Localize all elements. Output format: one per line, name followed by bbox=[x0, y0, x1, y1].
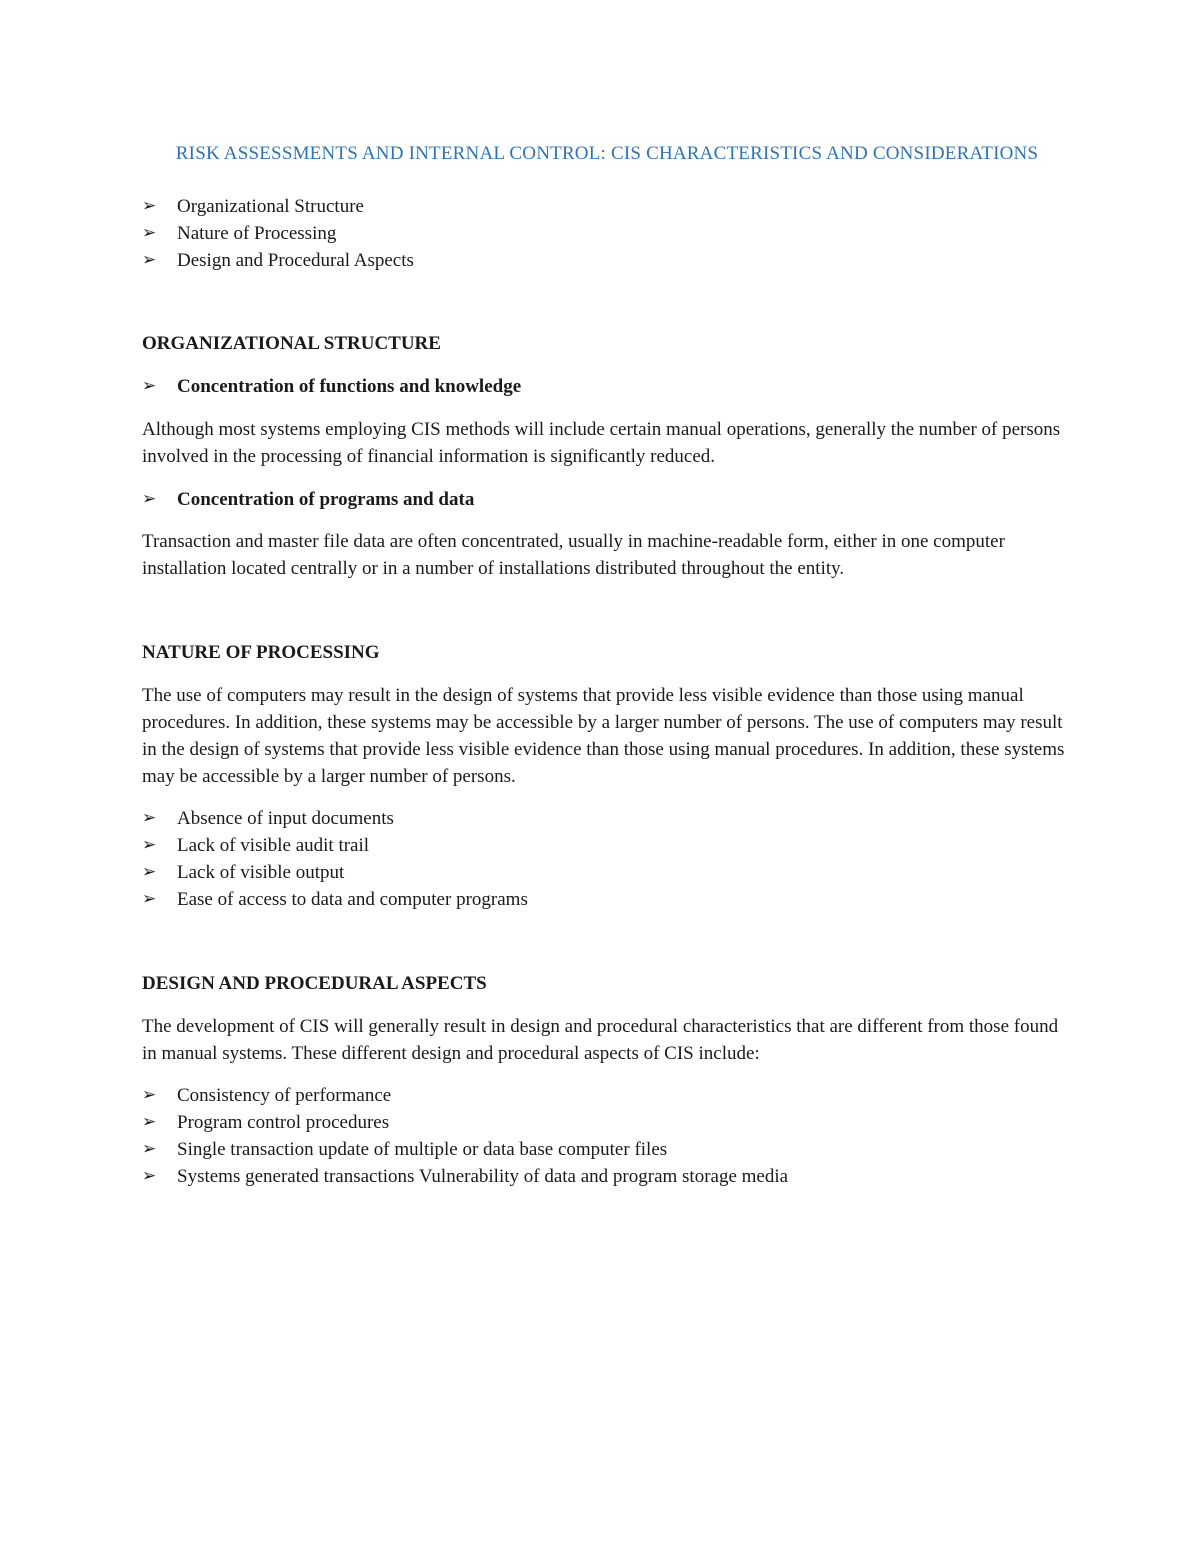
org-sub1 bbox=[142, 373, 1072, 400]
list-item: ➢ Lack of visible output bbox=[142, 859, 1072, 886]
arrow-bullet-icon: ➢ bbox=[142, 889, 157, 909]
arrow-bullet-icon: ➢ bbox=[142, 835, 157, 855]
arrow-bullet-icon: ➢ bbox=[142, 223, 157, 243]
org-paragraph-2: Transaction and master file data are often concentrated, usually in machine-readable form, either in one computer installation located centrally or in a number of installations distributed throughout the entity. bbox=[142, 531, 1005, 579]
list-item: ➢ Systems generated transactions Vulnerability of data and program storage media bbox=[142, 1163, 1072, 1190]
list-item: ➢ Nature of Processing bbox=[142, 220, 1072, 247]
overview-list bbox=[142, 193, 1072, 274]
arrow-bullet-icon: ➢ bbox=[142, 1112, 157, 1132]
section-heading-nature: NATURE OF PROCESSING bbox=[142, 642, 380, 663]
list-item: ➢ Lack of visible audit trail bbox=[142, 832, 1072, 859]
list-item: ➢ Program control procedures bbox=[142, 1109, 1072, 1136]
list-item: ➢ Design and Procedural Aspects bbox=[142, 247, 1072, 274]
arrow-bullet-icon: ➢ bbox=[142, 1166, 157, 1186]
org-paragraph-1: Although most systems employing CIS methods will include certain manual operations, generally the number of persons involved in the processing of financial information is significantly reduced. bbox=[142, 419, 1061, 467]
section-heading-organizational: ORGANIZATIONAL STRUCTURE bbox=[142, 333, 441, 354]
list-item: ➢ Single transaction update of multiple or data base computer files bbox=[142, 1136, 1072, 1163]
nature-paragraph: The use of computers may result in the design of systems that provide less visible evidence than those using manual procedures. In addition, these systems may be accessible by a larger number of persons. The use of computers may result in the design of systems that provide less visible evidence than those using manual procedures. In addition, these systems may be accessible by a larger number of persons. bbox=[142, 685, 1065, 787]
arrow-bullet-icon: ➢ bbox=[142, 376, 157, 396]
design-paragraph: The development of CIS will generally result in design and procedural characteristics that are different from those found in manual systems. These different design and procedural aspects of CIS include: bbox=[142, 1016, 1059, 1064]
design-list bbox=[142, 1082, 1072, 1190]
list-item: ➢ Absence of input documents bbox=[142, 805, 1072, 832]
sub-heading-item: ➢ Concentration of functions and knowledge bbox=[142, 373, 1072, 400]
section-heading-design: DESIGN AND PROCEDURAL ASPECTS bbox=[142, 973, 487, 994]
arrow-bullet-icon: ➢ bbox=[142, 196, 157, 216]
nature-list bbox=[142, 805, 1072, 913]
sub-heading-item: ➢ Concentration of programs and data bbox=[142, 486, 1072, 513]
arrow-bullet-icon: ➢ bbox=[142, 489, 157, 509]
list-item: ➢ Consistency of performance bbox=[142, 1082, 1072, 1109]
arrow-bullet-icon: ➢ bbox=[142, 1085, 157, 1105]
list-item: ➢ Organizational Structure bbox=[142, 193, 1072, 220]
arrow-bullet-icon: ➢ bbox=[142, 1139, 157, 1159]
list-item: ➢ Ease of access to data and computer programs bbox=[142, 886, 1072, 913]
org-sub2 bbox=[142, 486, 1072, 513]
arrow-bullet-icon: ➢ bbox=[142, 808, 157, 828]
arrow-bullet-icon: ➢ bbox=[142, 250, 157, 270]
document-page bbox=[142, 140, 1072, 1190]
document-title: RISK ASSESSMENTS AND INTERNAL CONTROL: CIS CHARACTERISTICS AND CONSIDERATIONS bbox=[175, 143, 1039, 164]
arrow-bullet-icon: ➢ bbox=[142, 862, 157, 882]
